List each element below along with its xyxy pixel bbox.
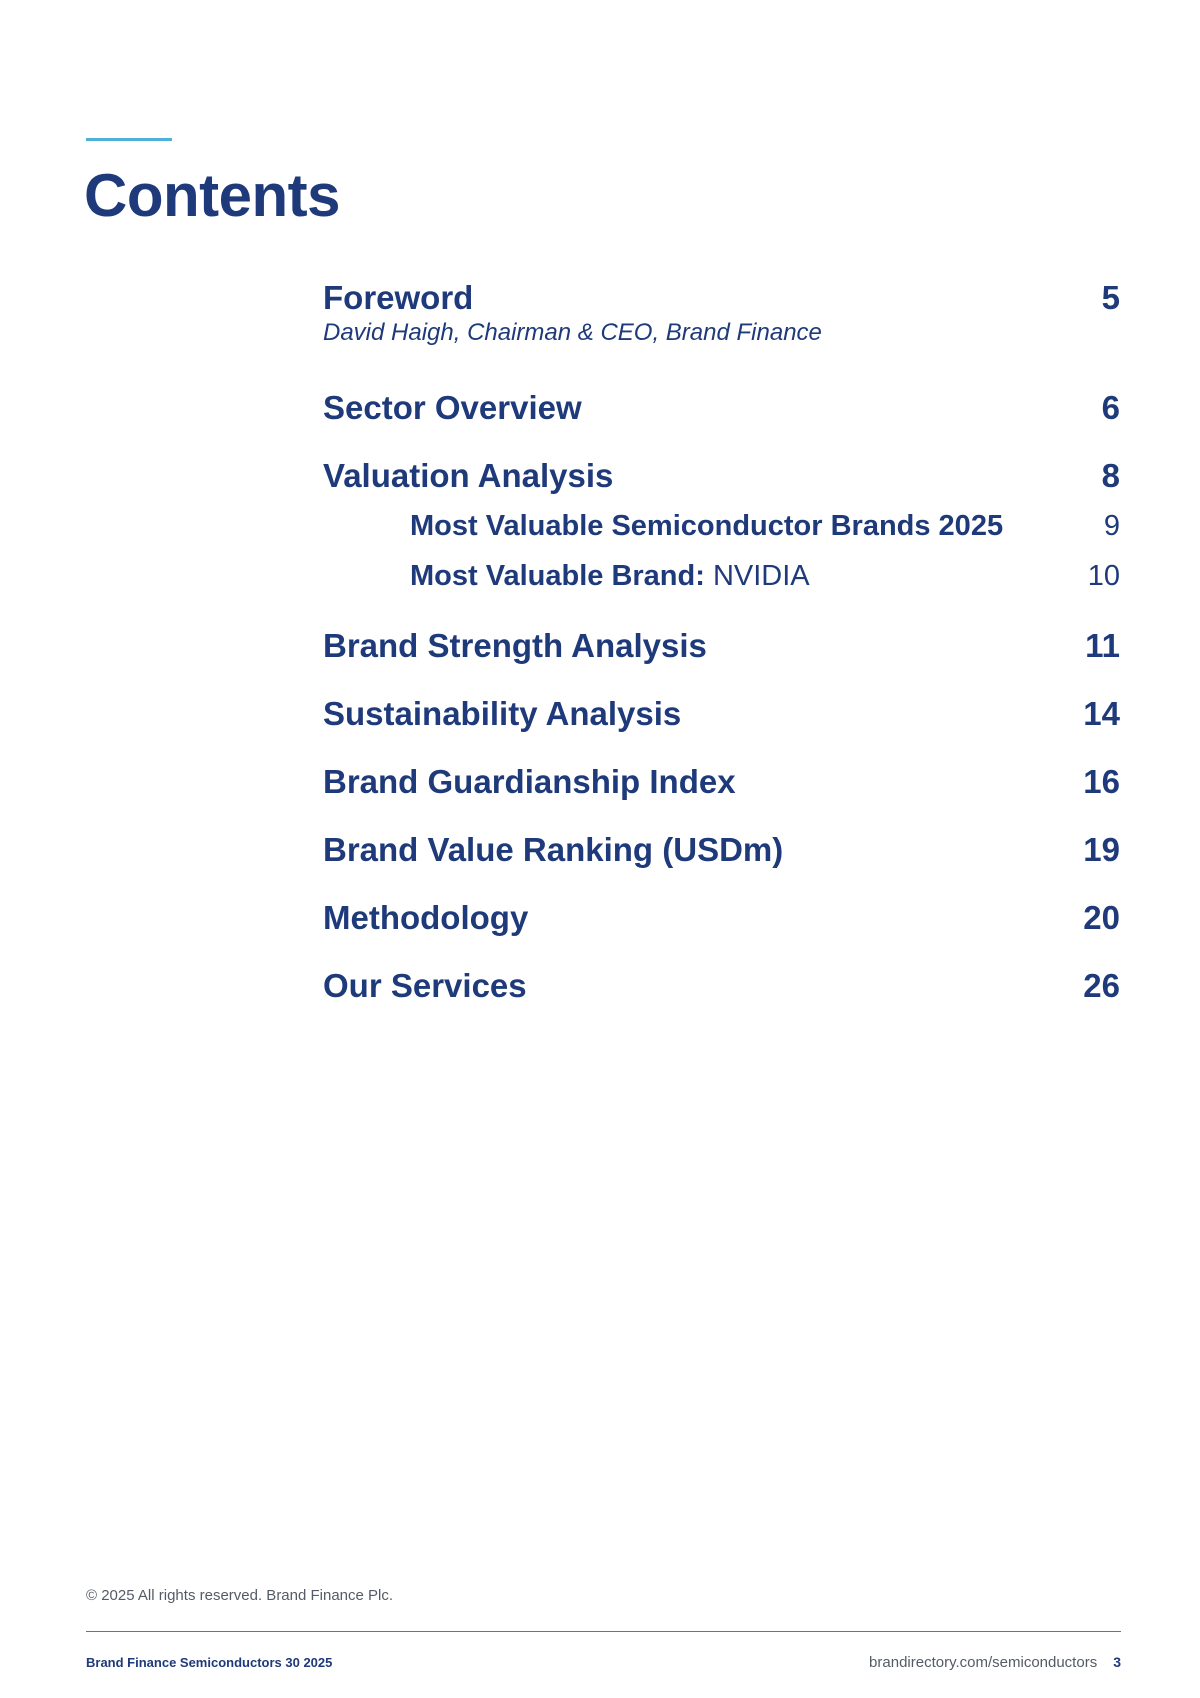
toc-label: Brand Guardianship Index bbox=[323, 763, 736, 800]
toc-label: Valuation Analysis bbox=[323, 457, 614, 494]
toc-label-regular: NVIDIA bbox=[704, 560, 810, 592]
toc-page-number: 19 bbox=[1083, 831, 1120, 868]
footer-divider bbox=[86, 1631, 1121, 1632]
toc-page-number: 8 bbox=[1101, 457, 1120, 494]
toc-label: Sector Overview bbox=[323, 389, 582, 426]
toc-page-number: 10 bbox=[1087, 560, 1120, 592]
toc-page-number: 11 bbox=[1085, 627, 1120, 664]
toc-entry-methodology[interactable] bbox=[323, 898, 1120, 938]
toc-label: Sustainability Analysis bbox=[323, 695, 682, 732]
page-number: 3 bbox=[1113, 1654, 1121, 1670]
toc-page-number: 6 bbox=[1101, 389, 1120, 426]
toc-entry-sector-overview[interactable] bbox=[323, 388, 1120, 428]
toc-page-number: 5 bbox=[1101, 279, 1120, 316]
toc-entry-most-valuable-brand[interactable] bbox=[323, 558, 1120, 594]
page-title: Contents bbox=[84, 162, 340, 229]
toc-page-number: 9 bbox=[1103, 510, 1120, 542]
toc-label: Methodology bbox=[323, 899, 529, 936]
toc-entry-sustainability[interactable] bbox=[323, 694, 1120, 734]
toc-page-number: 20 bbox=[1083, 899, 1120, 936]
toc-label bbox=[410, 558, 810, 594]
toc-label: Foreword bbox=[323, 279, 474, 316]
toc-label: Most Valuable Semiconductor Brands 2025 bbox=[410, 510, 1004, 542]
accent-rule bbox=[86, 138, 172, 141]
toc-subtitle: David Haigh, Chairman & CEO, Brand Finance bbox=[323, 319, 822, 346]
toc-entry-most-valuable-brands[interactable] bbox=[323, 508, 1120, 544]
toc-entry-foreword[interactable] bbox=[323, 278, 1120, 348]
copyright-notice: © 2025 All rights reserved. Brand Finance Plc. bbox=[86, 1587, 394, 1604]
footer-url-link[interactable]: brandirectory.com/semiconductors bbox=[869, 1654, 1098, 1671]
toc-entry-brand-strength[interactable] bbox=[323, 626, 1120, 666]
report-name: Brand Finance Semiconductors 30 2025 bbox=[86, 1655, 333, 1670]
toc-entry-valuation-analysis[interactable] bbox=[323, 456, 1120, 496]
toc-label: Our Services bbox=[323, 967, 527, 1004]
toc-label: Brand Strength Analysis bbox=[323, 627, 707, 664]
toc-page-number: 26 bbox=[1083, 967, 1120, 1004]
toc-page-number: 14 bbox=[1083, 695, 1120, 732]
toc-entry-ranking[interactable] bbox=[323, 830, 1120, 870]
toc-label-bold: Most Valuable Brand: bbox=[410, 560, 705, 592]
table-of-contents bbox=[323, 278, 1120, 1034]
toc-entry-guardianship[interactable] bbox=[323, 762, 1120, 802]
footer-right bbox=[869, 1652, 1121, 1673]
toc-label: Brand Value Ranking (USDm) bbox=[323, 831, 784, 868]
toc-entry-services[interactable] bbox=[323, 966, 1120, 1006]
toc-page-number: 16 bbox=[1083, 763, 1120, 800]
